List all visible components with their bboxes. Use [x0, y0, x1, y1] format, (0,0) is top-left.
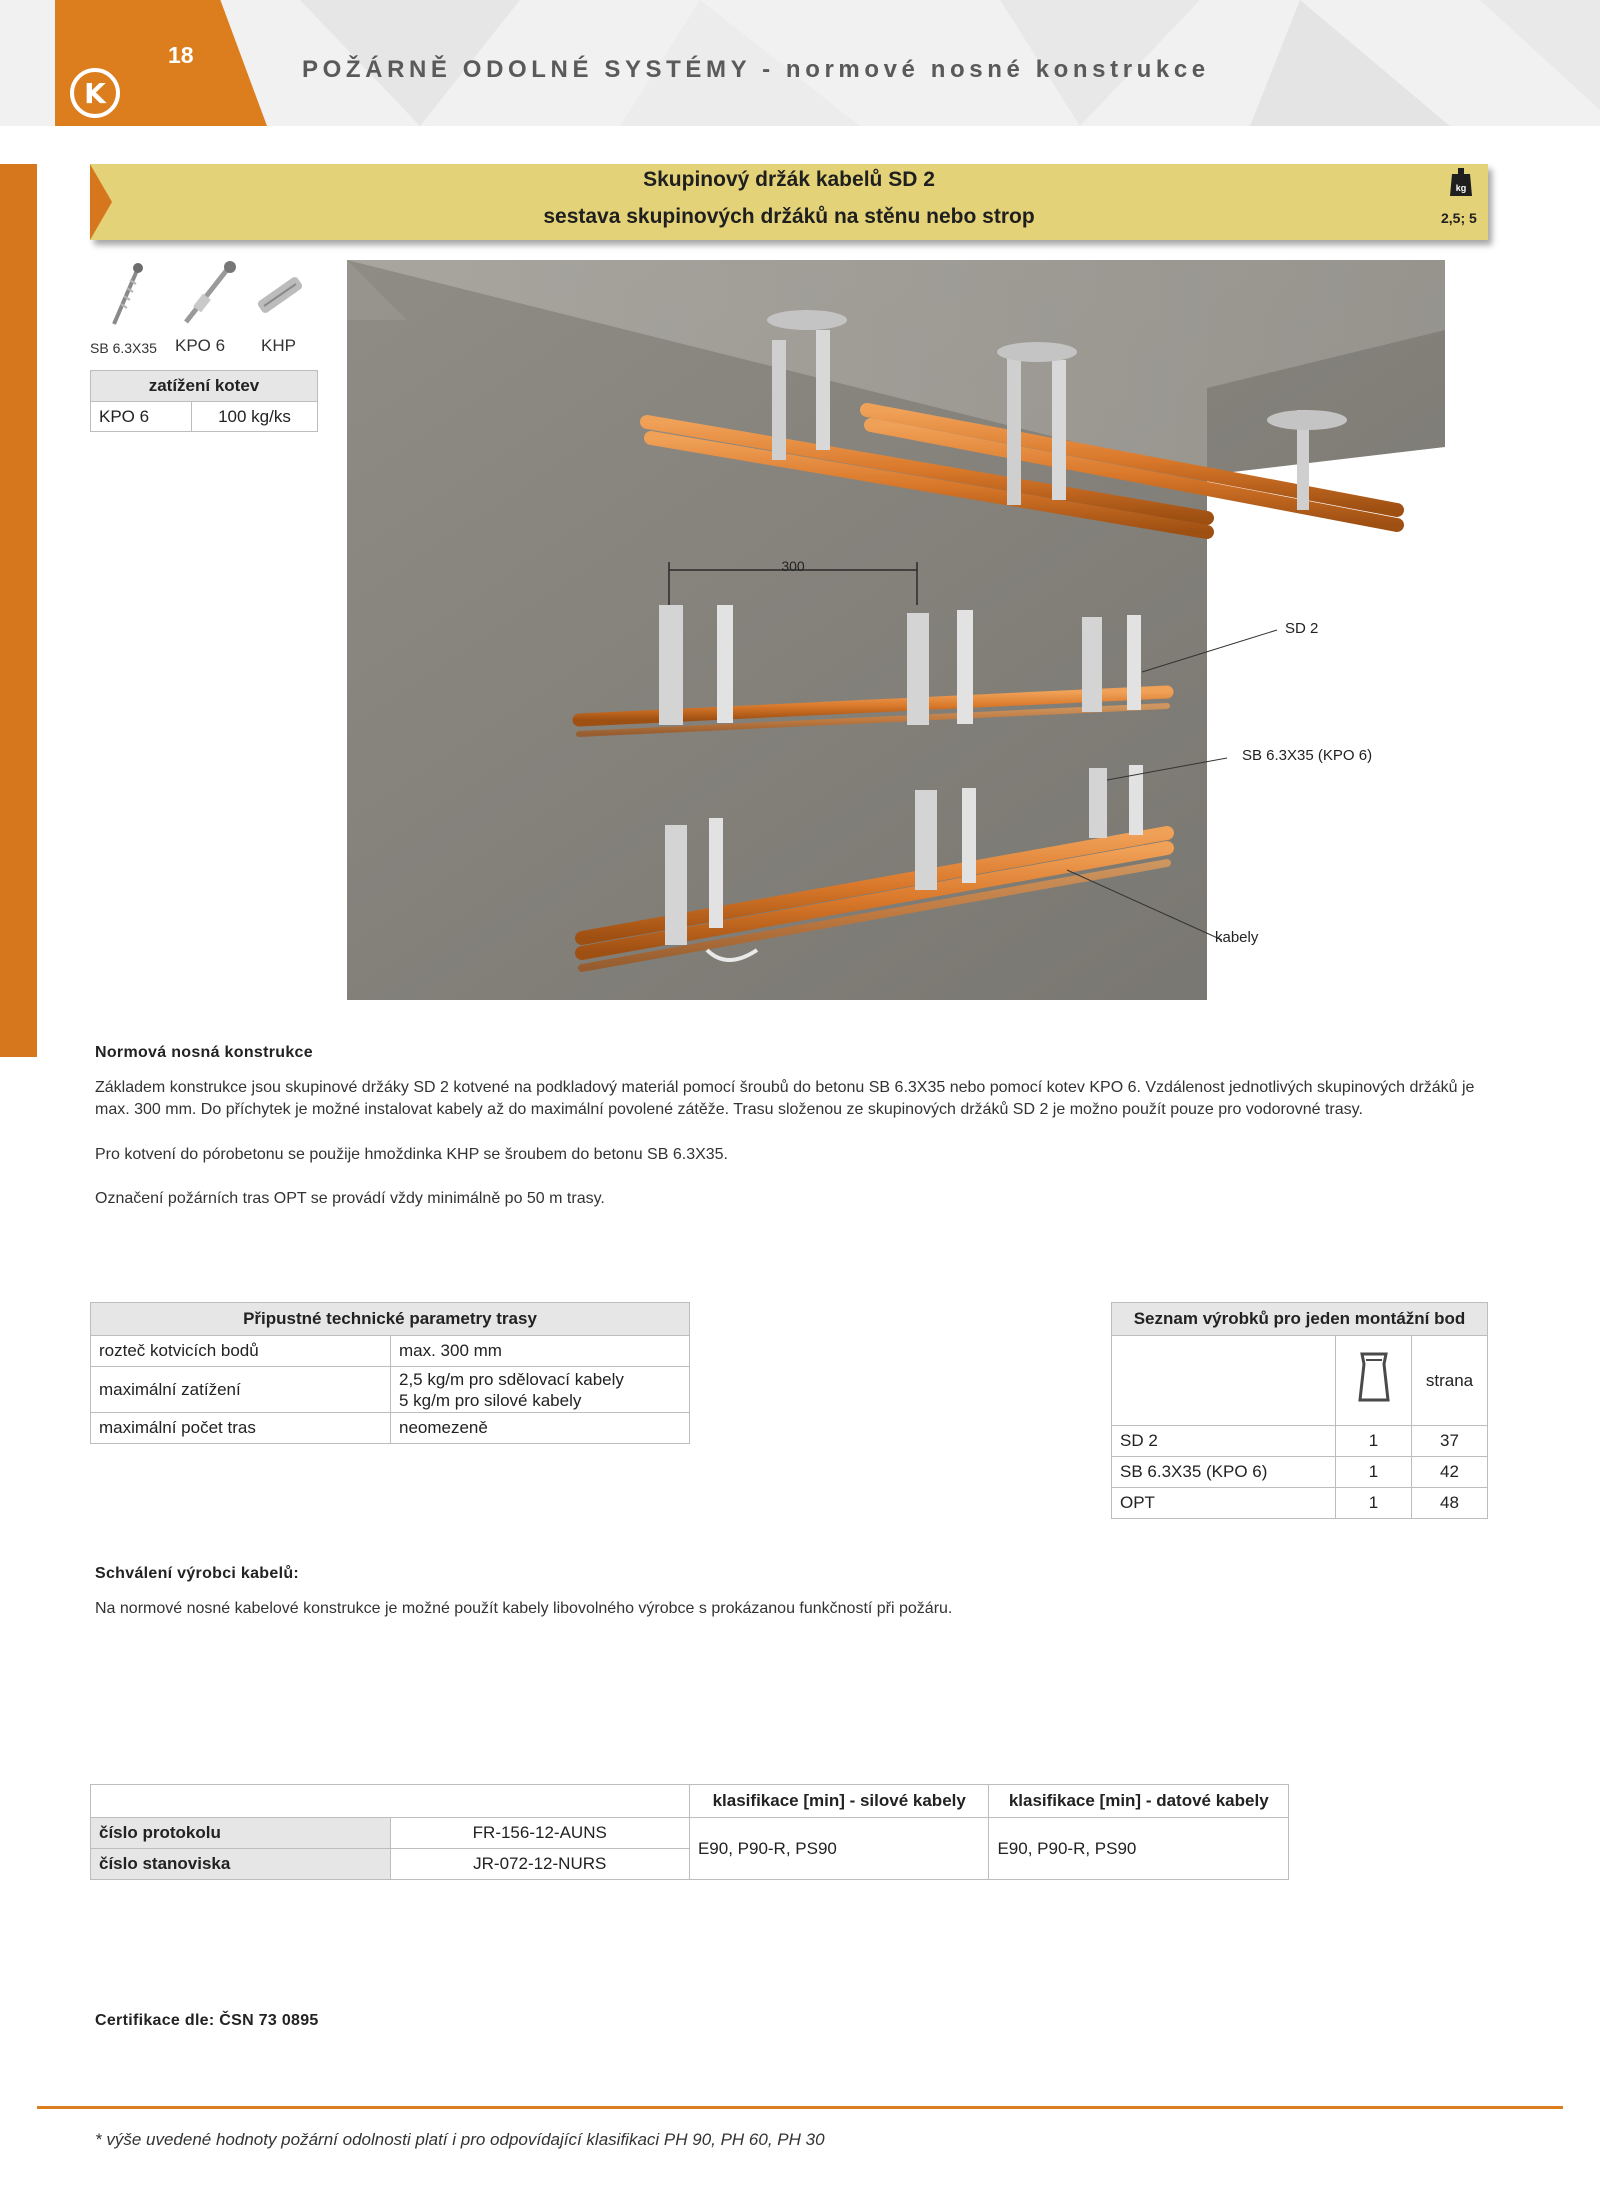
parameters-table: [90, 1302, 690, 1444]
section-heading-manufacturers: Schválení výrobci kabelů:: [95, 1565, 300, 1582]
table-row: [1112, 1426, 1488, 1457]
param-value: neomezeně: [391, 1413, 690, 1444]
spacing-label: 300: [781, 558, 805, 574]
parameters-header: Připustné technické parametry trasy: [91, 1303, 690, 1336]
param-value: max. 300 mm: [391, 1336, 690, 1367]
product-name: SB 6.3X35 (KPO 6): [1112, 1457, 1336, 1488]
callout-screw: SB 6.3X35 (KPO 6): [1242, 747, 1373, 764]
anchor-name: KPO 6: [91, 402, 192, 432]
installation-illustration: [347, 260, 1445, 1000]
anchor-load-header: zatížení kotev: [91, 371, 318, 402]
bracket-icon: [1336, 1336, 1412, 1426]
param-value-line: 5 kg/m pro silové kabely: [399, 1390, 582, 1410]
statement-label: číslo stanoviska: [91, 1849, 391, 1880]
paragraph-manufacturers: Na normové nosné kabelové konstrukce je možné použít kabely libovolného výrobce s prokázanou funkčností při požáru.: [95, 1600, 953, 1617]
page-header: [0, 0, 1600, 126]
product-qty: 1: [1336, 1488, 1412, 1519]
weight-icon: [1450, 168, 1472, 196]
product-page: 48: [1412, 1488, 1488, 1519]
col-power-classification: klasifikace [min] - silové kabely: [689, 1785, 989, 1818]
table-row: [91, 1367, 690, 1413]
param-name: maximální zatížení: [91, 1367, 391, 1413]
product-subtitle: sestava skupinových držáků na stěnu nebo strop: [543, 205, 1035, 228]
products-header: Seznam výrobků pro jeden montážní bod: [1112, 1303, 1488, 1336]
callout-sd2: SD 2: [1285, 620, 1319, 637]
protocol-number: FR-156-12-AUNS: [390, 1818, 689, 1849]
product-qty: 1: [1336, 1426, 1412, 1457]
table-row: [1112, 1336, 1488, 1426]
table-row: [1112, 1457, 1488, 1488]
classification-table: [90, 1784, 1289, 1880]
callout-cables: kabely: [1215, 929, 1259, 946]
product-title: Skupinový držák kabelů SD 2: [643, 168, 935, 191]
paragraph-marking: Označení požárních tras OPT se provádí vždy minimálně po 50 m trasy.: [95, 1190, 605, 1207]
product-page: 42: [1412, 1457, 1488, 1488]
side-accent-bar: [0, 164, 37, 1057]
product-qty: 1: [1336, 1457, 1412, 1488]
paragraph-aerated-concrete: Pro kotvení do pórobetonu se použije hmoždinka KHP se šroubem do betonu SB 6.3X35.: [95, 1146, 728, 1163]
paragraph-construction: Základem konstrukce jsou skupinové držáky SD 2 kotvené na podkladový materiál pomocí šroubů do betonu SB 6.3X35 nebo pomocí kotev KPO 6. Vzdálenost jednotlivých skupinových držáků je max. 300 mm. Do příchytek je možné instalovat kabely až do maximální povolené zátěže. Trasu složenou ze skupinových držáků SD 2 je možno použít pouze pro vodorovné trasy.: [95, 1079, 1475, 1118]
param-value-line: 2,5 kg/m pro sdělovací kabely: [399, 1369, 624, 1389]
anchor-label-screw: SB 6.3X35: [90, 340, 157, 356]
product-name: OPT: [1112, 1488, 1336, 1519]
anchor-bolt-icon: [172, 260, 242, 330]
param-name: rozteč kotvicích bodů: [91, 1336, 391, 1367]
anchor-label-kpo: KPO 6: [175, 336, 226, 355]
power-classification: E90, P90-R, PS90: [689, 1818, 989, 1880]
data-classification: E90, P90-R, PS90: [989, 1818, 1289, 1880]
param-value: [391, 1367, 690, 1413]
footer-divider: [37, 2106, 1563, 2109]
screw-icon: [100, 260, 150, 330]
page-column-header: strana: [1412, 1336, 1488, 1426]
table-row: [1112, 1488, 1488, 1519]
certification: Certifikace dle: ČSN 73 0895: [95, 2012, 319, 2029]
section-heading-construction: Normová nosná konstrukce: [95, 1044, 313, 1061]
page-number: 18: [168, 42, 194, 68]
product-page: 37: [1412, 1426, 1488, 1457]
anchor-load: 100 kg/ks: [191, 402, 317, 432]
products-table: [1111, 1302, 1488, 1519]
param-name: maximální počet tras: [91, 1413, 391, 1444]
statement-number: JR-072-12-NURS: [390, 1849, 689, 1880]
protocol-label: číslo protokolu: [91, 1818, 391, 1849]
table-row: [91, 1818, 1289, 1849]
col-data-classification: klasifikace [min] - datové kabely: [989, 1785, 1289, 1818]
svg-text:kg: kg: [1455, 183, 1467, 193]
anchor-label-khp: KHP: [261, 336, 296, 355]
brand-logo: K: [70, 68, 120, 118]
anchor-load-table: [90, 370, 318, 432]
load-value: 2,5; 5: [1441, 210, 1477, 226]
footnote: * výše uvedené hodnoty požární odolnosti platí i pro odpovídající klasifikaci PH 90, PH 60, PH 30: [95, 2130, 825, 2149]
page-title: POŽÁRNĚ ODOLNÉ SYSTÉMY - normové nosné konstrukce: [302, 56, 1210, 83]
table-row: [91, 1336, 690, 1367]
wall-plug-icon: [248, 260, 308, 330]
table-row: [91, 402, 318, 432]
product-name: SD 2: [1112, 1426, 1336, 1457]
table-row: [91, 1413, 690, 1444]
